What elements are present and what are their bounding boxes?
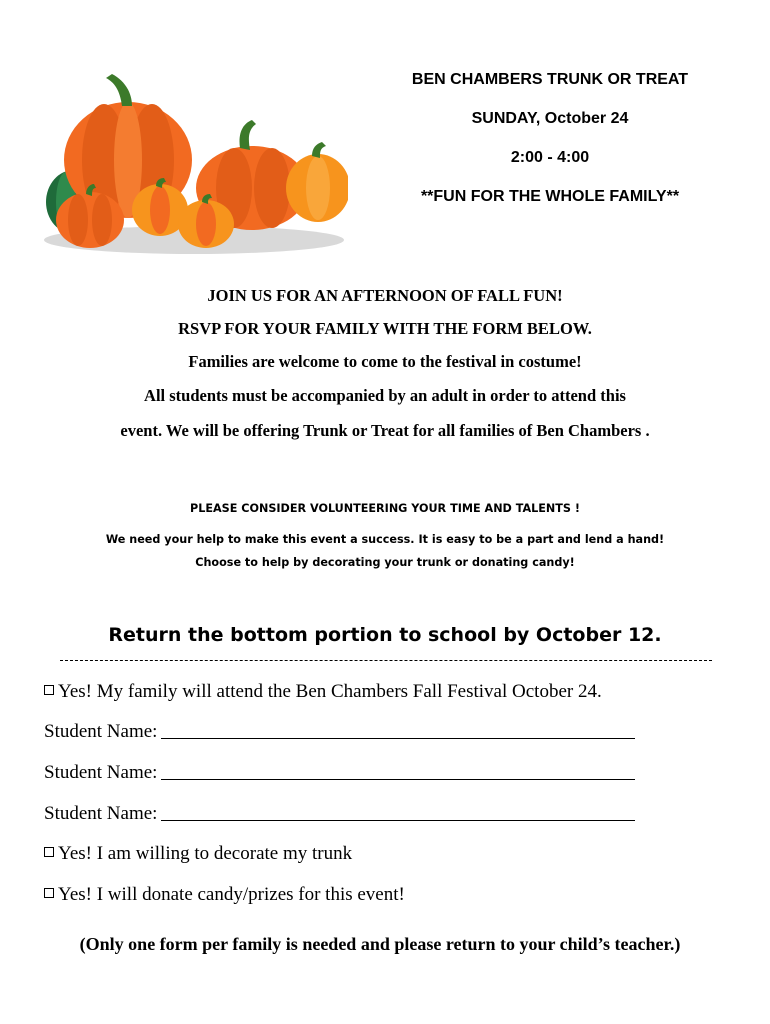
volunteer-line: We need your help to make this event a success. It is easy to be a part and lend a hand! bbox=[105, 533, 665, 546]
decorate-label: Yes! I am willing to decorate my trunk bbox=[58, 843, 353, 864]
student-name-row bbox=[44, 762, 635, 784]
event-date: SUNDAY, October 24 bbox=[471, 110, 629, 127]
student-name-row bbox=[44, 721, 635, 743]
student-name-label: Student Name: bbox=[44, 762, 158, 783]
student-name-row bbox=[44, 803, 635, 825]
intro-line: event. We will be offering Trunk or Treat for all families of Ben Chambers . bbox=[120, 421, 650, 440]
intro-line: All students must be accompanied by an adult in order to attend this bbox=[144, 386, 626, 405]
intro-line: RSVP FOR YOUR FAMILY WITH THE FORM BELOW. bbox=[178, 319, 592, 338]
event-tagline: **FUN FOR THE WHOLE FAMILY** bbox=[420, 188, 680, 205]
intro-line: JOIN US FOR AN AFTERNOON OF FALL FUN! bbox=[207, 286, 563, 305]
event-time: 2:00 - 4:00 bbox=[510, 149, 590, 166]
pumpkins-illustration bbox=[44, 72, 348, 258]
event-title: BEN CHAMBERS TRUNK OR TREAT bbox=[411, 71, 689, 88]
student-name-label: Student Name: bbox=[44, 803, 158, 824]
student-name-field[interactable] bbox=[161, 722, 635, 739]
decorate-checkbox[interactable] bbox=[44, 847, 54, 857]
donate-checkbox[interactable] bbox=[44, 888, 54, 898]
attend-option[interactable] bbox=[44, 681, 602, 703]
donate-option[interactable] bbox=[44, 884, 405, 906]
attend-label: Yes! My family will attend the Ben Chambers Fall Festival October 24. bbox=[58, 681, 602, 702]
volunteer-heading: PLEASE CONSIDER VOLUNTEERING YOUR TIME AND TALENTS ! bbox=[190, 502, 580, 515]
cut-line-divider bbox=[60, 660, 712, 661]
attend-checkbox[interactable] bbox=[44, 685, 54, 695]
decorate-option[interactable] bbox=[44, 843, 352, 865]
student-name-field[interactable] bbox=[161, 804, 635, 821]
donate-label: Yes! I will donate candy/prizes for this event! bbox=[58, 884, 405, 905]
student-name-label: Student Name: bbox=[44, 721, 158, 742]
volunteer-line: Choose to help by decorating your trunk or donating candy! bbox=[195, 556, 575, 569]
return-notice: Return the bottom portion to school by October 12. bbox=[108, 624, 662, 646]
student-name-field[interactable] bbox=[161, 763, 635, 780]
intro-line: Families are welcome to come to the festival in costume! bbox=[188, 352, 582, 371]
footer-note: (Only one form per family is needed and please return to your child’s teacher.) bbox=[79, 934, 681, 954]
